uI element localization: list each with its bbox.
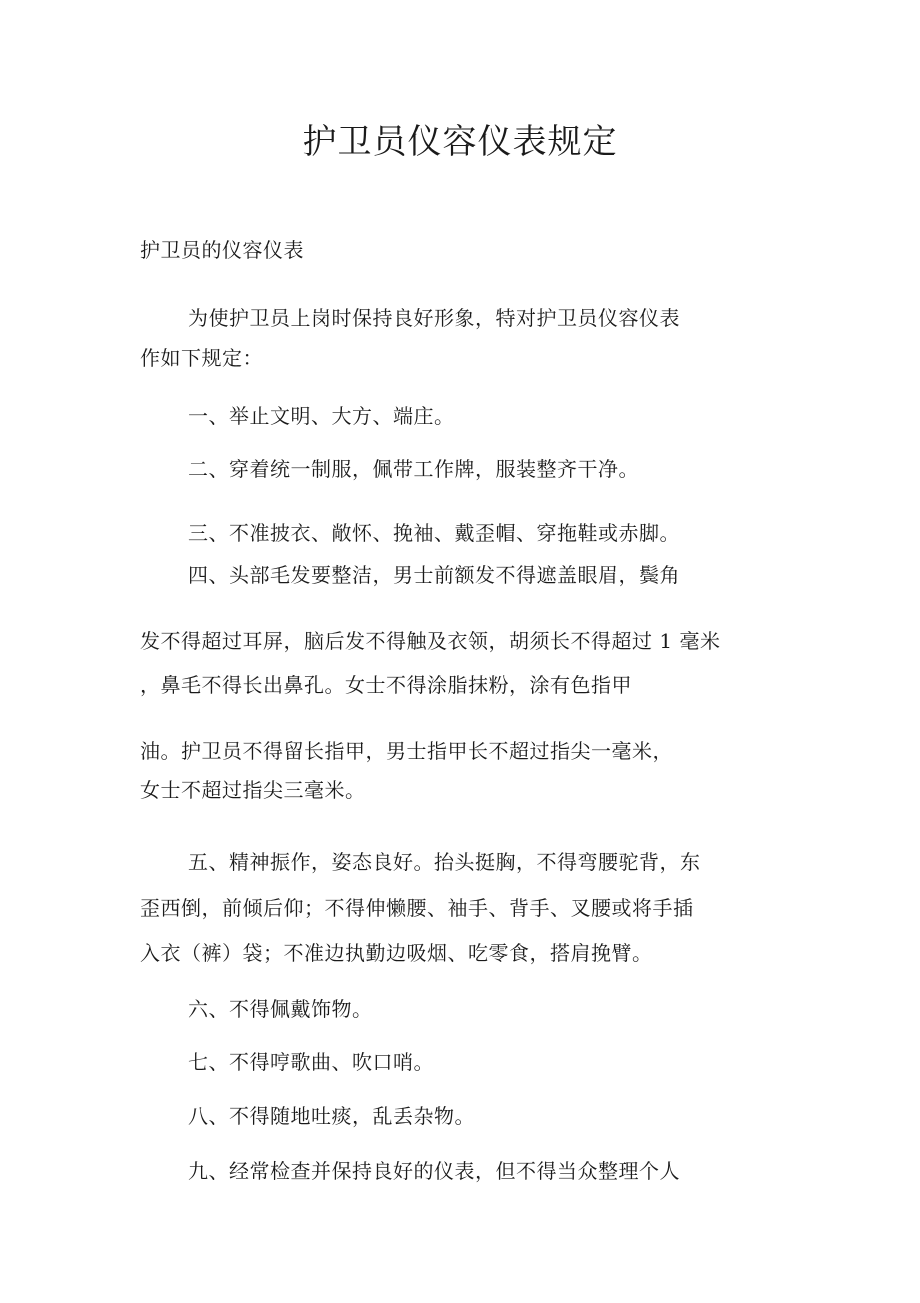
rule-4-line-5: 女士不超过指尖三毫米。 — [140, 778, 366, 802]
document-title: 护卫员仪容仪表规定 — [302, 122, 618, 162]
rule-2: 二、穿着统一制服，佩带工作牌，服装整齐干净。 — [188, 457, 639, 481]
rule-1: 一、举止文明、大方、端庄。 — [188, 404, 455, 428]
rule-5-line-3: 入衣（裤）袋；不准边执勤边吸烟、吃零食，搭肩挽臂。 — [140, 941, 653, 965]
section-heading: 护卫员的仪容仪表 — [140, 238, 304, 262]
intro-line-2: 作如下规定： — [140, 346, 263, 370]
rule-3: 三、不准披衣、敞怀、挽袖、戴歪帽、穿拖鞋或赤脚。 — [188, 521, 680, 545]
rule-4-line-4: 油。护卫员不得留长指甲，男士指甲长不超过指尖一毫米， — [140, 739, 673, 763]
rule-5-line-1: 五、精神振作，姿态良好。抬头挺胸，不得弯腰驼背，东 — [188, 850, 701, 874]
rule-5-line-2: 歪西倒，前倾后仰；不得伸懒腰、袖手、背手、叉腰或将手插 — [140, 896, 694, 920]
rule-6: 六、不得佩戴饰物。 — [188, 997, 373, 1021]
rule-7: 七、不得哼歌曲、吹口哨。 — [188, 1050, 434, 1074]
intro-line-1: 为使护卫员上岗时保持良好形象，特对护卫员仪容仪表 — [188, 306, 680, 330]
rule-4-line-3: ，鼻毛不得长出鼻孔。女士不得涂脂抹粉，涂有色指甲 — [140, 673, 632, 697]
rule-8: 八、不得随地吐痰，乱丢杂物。 — [188, 1104, 475, 1128]
rule-4-line-1: 四、头部毛发要整洁，男士前额发不得遮盖眼眉，鬓角 — [188, 563, 680, 587]
rule-9: 九、经常检查并保持良好的仪表，但不得当众整理个人 — [188, 1159, 680, 1183]
rule-4-line-2: 发不得超过耳屏，脑后发不得触及衣领，胡须长不得超过 1 毫米 — [140, 629, 721, 653]
